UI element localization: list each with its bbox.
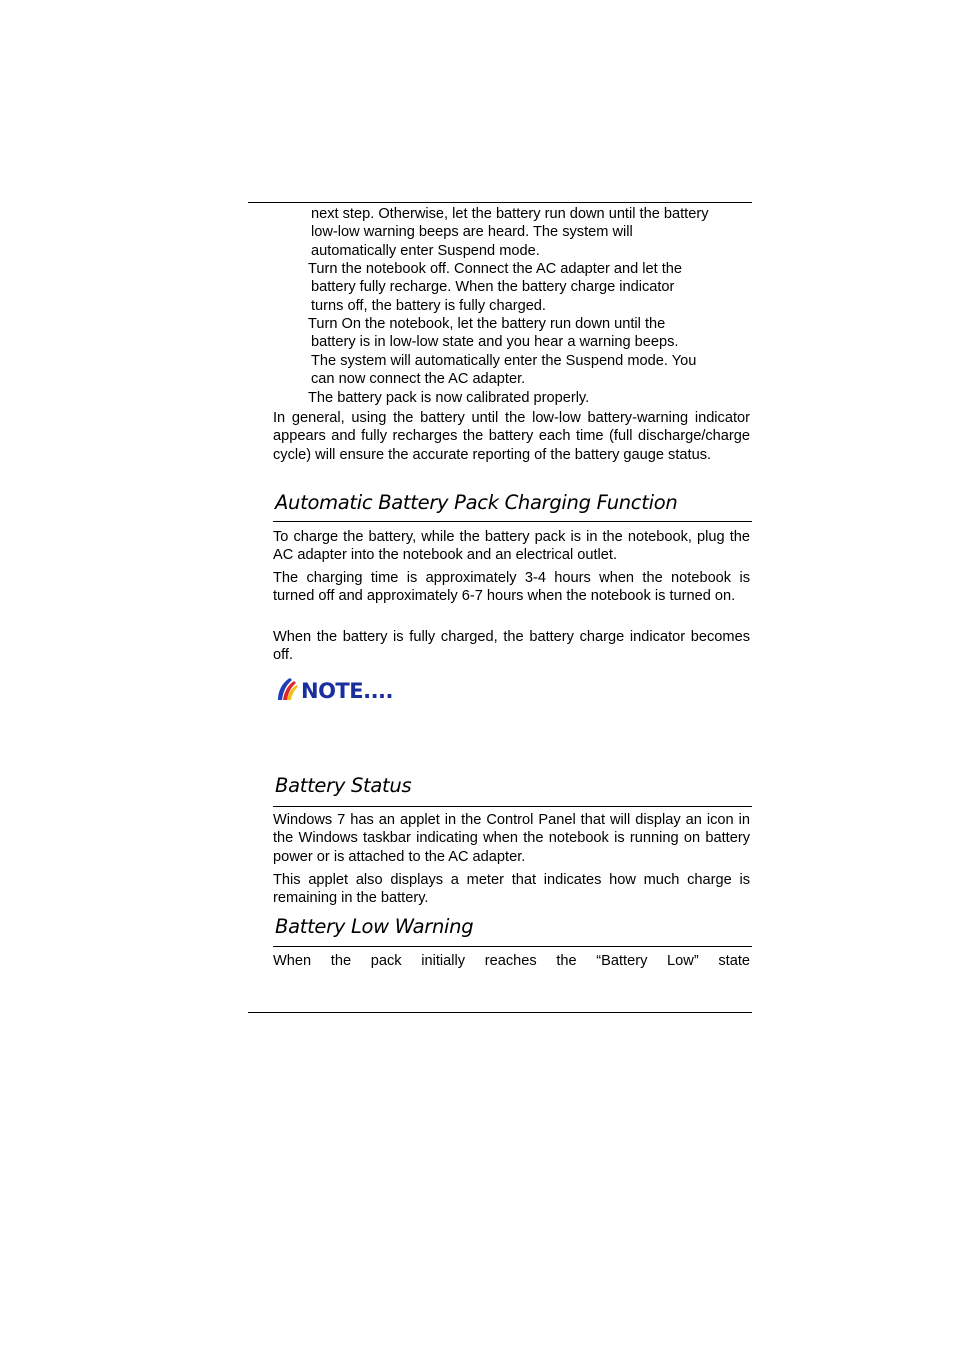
battery-low-paragraph: When the pack initially reaches the “Battery Low” state [273, 953, 750, 969]
note-pencil-icon [275, 676, 299, 707]
step-calibrated [308, 389, 748, 407]
section-heading-auto-charging: Automatic Battery Pack Charging Function [275, 491, 678, 514]
note-label: NOTE.... [301, 679, 394, 703]
step-recharge [308, 260, 748, 315]
text-line: can now connect the AC adapter. [311, 371, 526, 388]
battery-status-paragraph: This applet also displays a meter that indicates how much charge is remaining in the battery. [273, 872, 750, 907]
text-line: The system will automatically enter the Suspend mode. You [311, 352, 697, 369]
heading-rule [273, 806, 752, 807]
auto-charging-paragraph: When the battery is fully charged, the battery charge indicator becomes off. [273, 629, 750, 664]
text-line: Turn On the notebook, let the battery run down until the [308, 316, 666, 332]
section-heading-battery-low: Battery Low Warning [275, 915, 474, 938]
text-line: turns off, the battery is fully charged. [311, 297, 546, 314]
text-line: Turn the notebook off. Connect the AC adapter and let the [308, 261, 683, 277]
top-rule [248, 202, 752, 203]
battery-status-paragraph: Windows 7 has an applet in the Control Panel that will display an icon in the Windows taskbar indicating when the notebook is running on battery power or is attached to the AC adapter. [273, 812, 750, 865]
note-logo [275, 676, 393, 706]
text-line: battery is in low-low state and you hear a warning beeps. [311, 334, 679, 351]
heading-rule [273, 946, 752, 947]
bottom-rule [248, 1012, 752, 1013]
text-line: low-low warning beeps are heard. The system will [311, 224, 633, 241]
heading-rule [273, 521, 752, 522]
auto-charging-paragraph: The charging time is approximately 3-4 hours when the notebook is turned off and approximately 6-7 hours when the notebook is turned on. [273, 570, 750, 605]
text-line: battery fully recharge. When the battery charge indicator [311, 279, 675, 296]
text-line: The battery pack is now calibrated properly. [308, 390, 590, 406]
text-line: automatically enter Suspend mode. [311, 242, 540, 259]
section-heading-battery-status: Battery Status [275, 774, 412, 797]
step-rundown [308, 315, 748, 389]
auto-charging-paragraph: To charge the battery, while the battery pack is in the notebook, plug the AC adapter into the notebook and an electrical outlet. [273, 529, 750, 564]
general-paragraph: In general, using the battery until the low-low battery-warning indicator appears and fully recharges the battery each time (full discharge/charge cycle) will ensure the accurate reporting of the battery gauge status. [273, 410, 750, 463]
step-continuation [311, 205, 751, 260]
text-line: next step. Otherwise, let the battery run down until the battery [311, 206, 709, 222]
